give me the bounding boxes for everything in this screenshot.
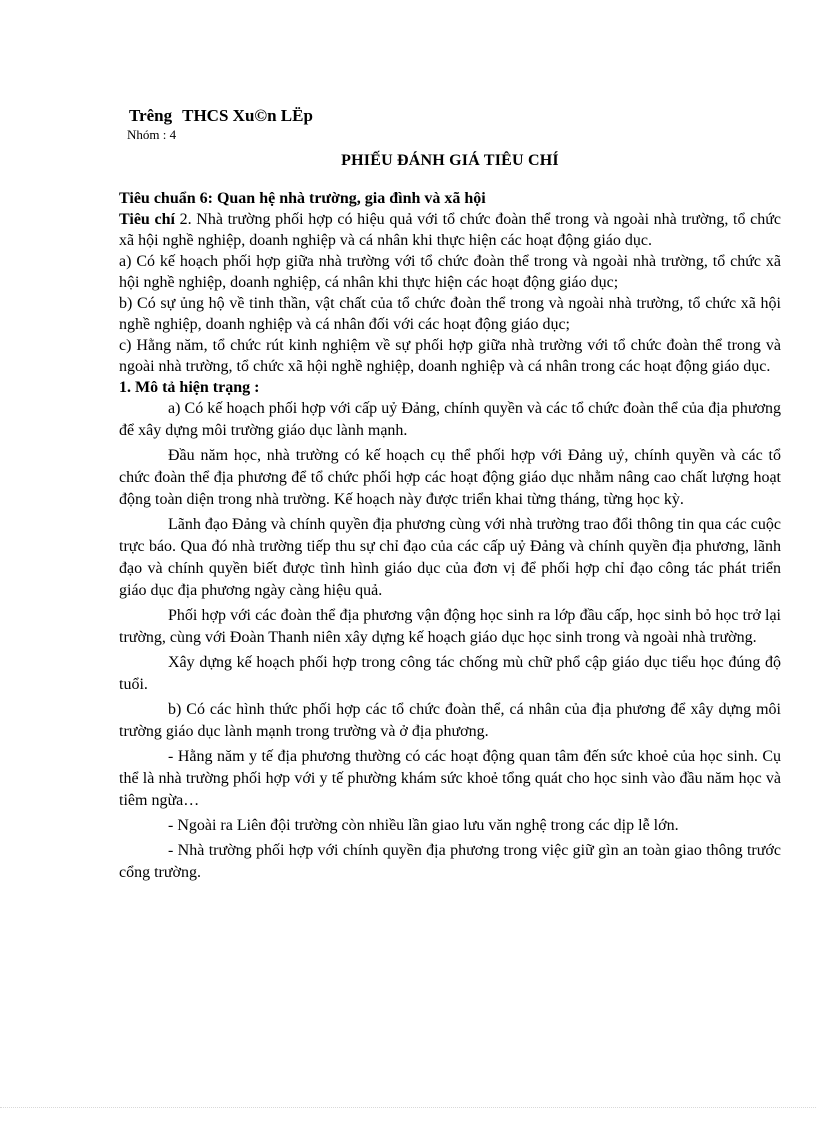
criterion-text [119,209,781,251]
document-body [119,105,781,887]
paragraph: Lãnh đạo Đảng và chính quyền địa phương cùng với nhà trường trao đổi thông tin qua các cuộc trực báo. Qua đó nhà trường tiếp thu sự chỉ đạo của các cấp uỷ Đảng và chính quyền địa phương, lãnh đạo và chính quyền biết được tình hình giáo dục của đơn vị để phối hợp chỉ đạo công tác phát triển giáo dục địa phương ngày càng hiệu quả. [119,516,781,599]
criterion-body: 2. Nhà trường phối hợp có hiệu quả với tổ chức đoàn thể trong và ngoài nhà trường, tổ chức xã hội nghề nghiệp, doanh nghiệp và cá nhân khi thực hiện các hoạt động giáo dục. [119,211,781,249]
paragraph: - Nhà trường phối hợp với chính quyền địa phương trong việc giữ gìn an toàn giao thông trước cổng trường. [119,842,781,881]
criterion-label: Tiêu chí [119,211,175,228]
school-header [129,105,781,126]
criterion-item-a: a) Có kế hoạch phối hợp giữa nhà trường với tổ chức đoàn thể trong và ngoài nhà trường, tổ chức xã hội nghề nghiệp, doanh nghiệp, cá nhân khi thực hiện các hoạt động giáo dục; [119,253,781,291]
criterion-item-b: b) Có sự ủng hộ về tinh thần, vật chất của tổ chức đoàn thể trong và ngoài nhà trường, tổ chức xã hội nghề nghiệp, doanh nghiệp và cá nhân đối với các hoạt động giáo dục; [119,295,781,333]
paragraph: - Ngoài ra Liên đội trường còn nhiều lần giao lưu văn nghệ trong các dịp lễ lớn. [168,817,679,834]
standard-heading: Tiêu chuẩn 6: Quan hệ nhà trường, gia đình và xã hội [119,190,486,207]
paragraph: - Hằng năm y tế địa phương thường có các hoạt động quan tâm đến sức khoẻ của học sinh. Cụ thể là nhà trường phối hợp với y tế phường khám sức khoẻ tổng quát cho học sinh vào đầu năm học và tiêm ngừa… [119,748,781,809]
paragraph: Phối hợp với các đoàn thể địa phương vận động học sinh ra lớp đầu cấp, học sinh bỏ học trở lại trường, cùng với Đoàn Thanh niên xây dựng kế hoạch giáo dục học sinh trong và ngoài nhà trường. [119,607,781,646]
paragraph: Xây dựng kế hoạch phối hợp trong công tác chống mù chữ phổ cập giáo dục tiểu học đúng độ tuổi. [119,654,781,693]
page-title: PHIẾU ĐÁNH GIÁ TIÊU CHÍ [341,152,559,169]
paragraph: a) Có kế hoạch phối hợp với cấp uỷ Đảng, chính quyền và các tổ chức đoàn thể của địa phương để xây dựng môi trường giáo dục lành mạnh. [119,400,781,439]
paragraph: b) Có các hình thức phối hợp các tổ chức đoàn thể, cá nhân của địa phương để xây dựng môi trường giáo dục lành mạnh trong trường và ở địa phương. [119,701,781,740]
page-bottom-divider [0,1107,816,1108]
group-label: Nhóm : 4 [127,127,177,142]
school-name: THCS Xu©n LËp [182,106,313,125]
section-heading: 1. Mô tả hiện trạng : [119,379,260,396]
school-prefix: Trêng [129,106,173,125]
section-body [119,398,781,884]
criterion-item-c: c) Hằng năm, tổ chức rút kinh nghiệm về sự phối hợp giữa nhà trường với tổ chức đoàn thể trong và ngoài nhà trường, tổ chức xã hội nghề nghiệp, doanh nghiệp và cá nhân trong các hoạt động giáo dục. [119,337,781,375]
paragraph: Đầu năm học, nhà trường có kế hoạch cụ thể phối hợp với Đảng uỷ, chính quyền và các tổ chức đoàn thể địa phương để tổ chức phối hợp các hoạt động giáo dục nhằm nâng cao chất lượng hoạt động toàn diện trong nhà trường. Kế hoạch này được triển khai từng tháng, từng học kỳ. [119,447,781,508]
